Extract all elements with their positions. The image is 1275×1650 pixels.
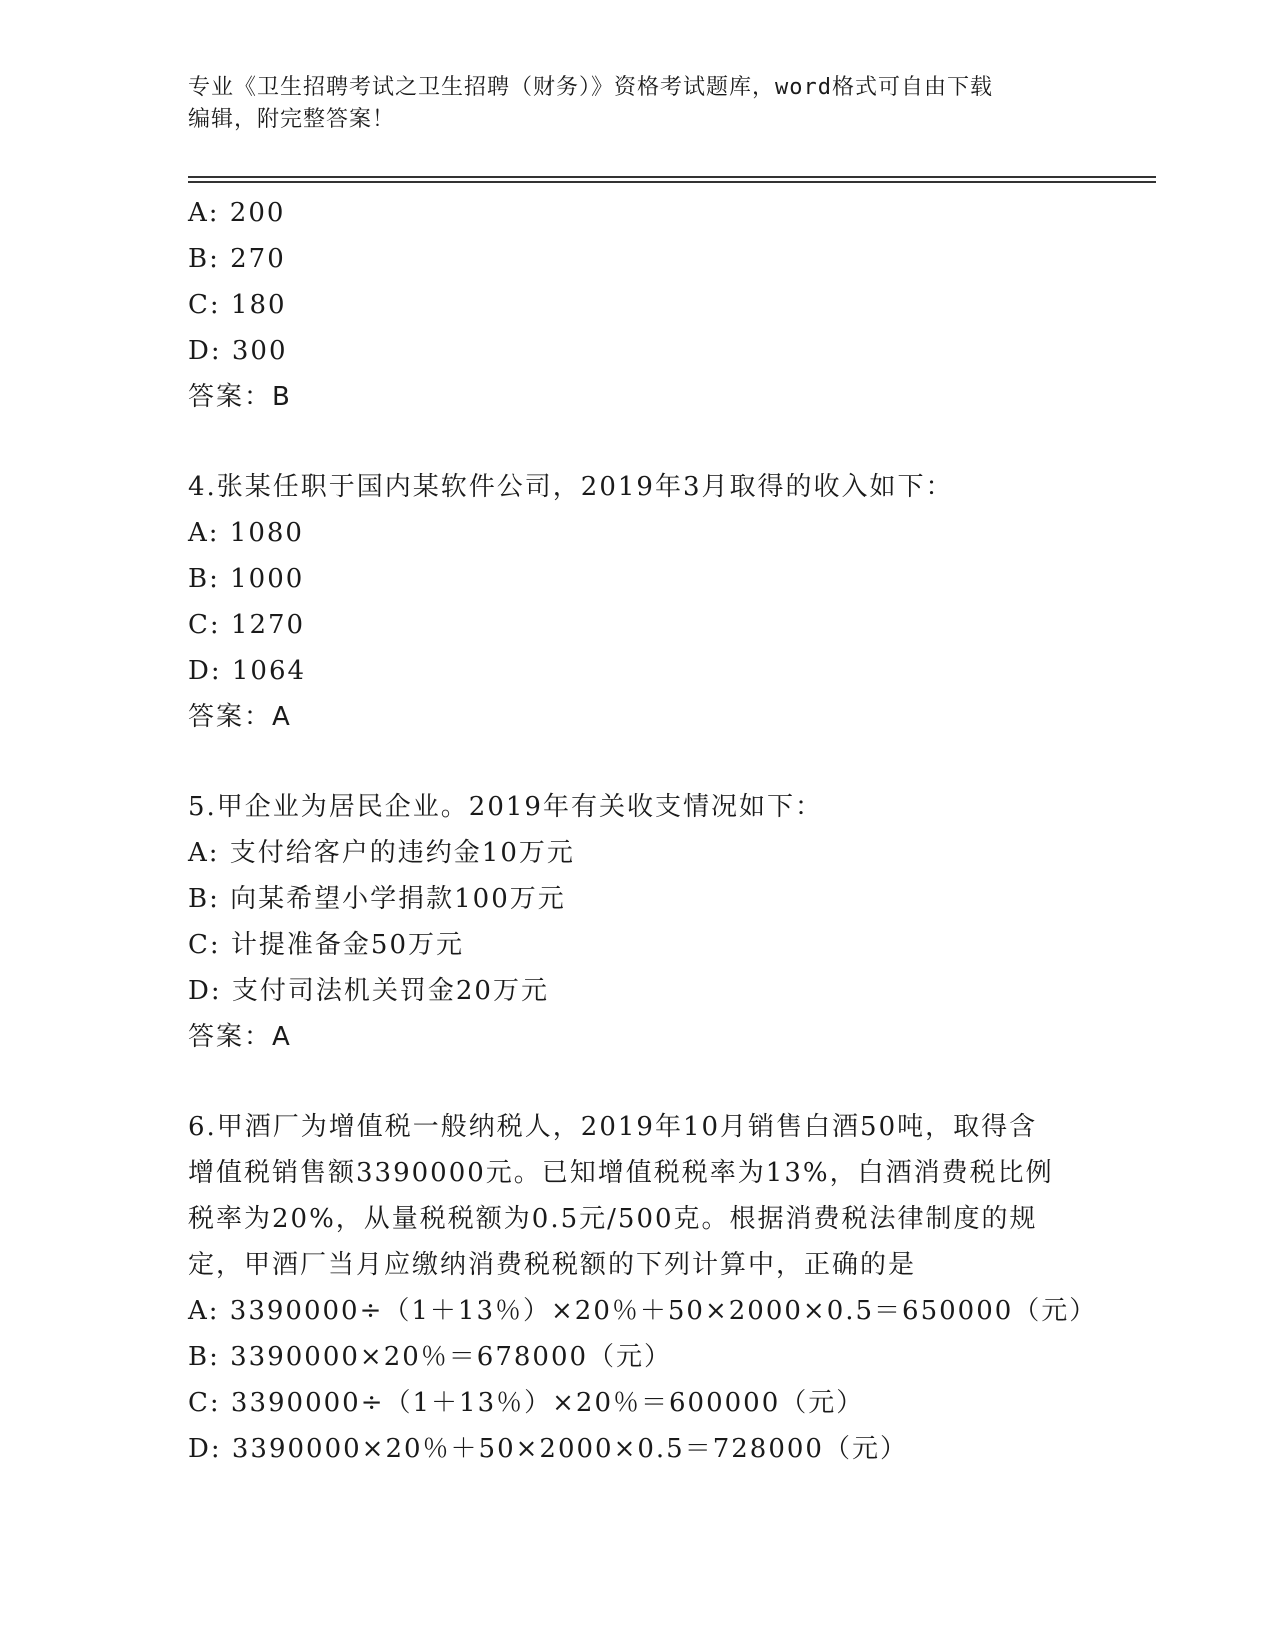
question-stem-line-4: 定，甲酒厂当月应缴纳消费税税额的下列计算中，正确的是 bbox=[188, 1250, 917, 1280]
option-d: D: 支付司法机关罚金20万元 bbox=[188, 976, 549, 1006]
option-c: C: 180 bbox=[188, 290, 287, 320]
question-content bbox=[188, 190, 1098, 1472]
answer-label: 答案：A bbox=[188, 1022, 292, 1052]
option-d: D: 3390000×20％＋50×2000×0.5＝728000（元） bbox=[188, 1434, 908, 1464]
option-c: C: 计提准备金50万元 bbox=[188, 930, 465, 960]
option-d: D: 1064 bbox=[188, 656, 307, 686]
question-3 bbox=[188, 190, 1088, 420]
header-divider-bottom bbox=[188, 181, 1156, 183]
option-b: B: 1000 bbox=[188, 564, 305, 594]
option-a: A: 200 bbox=[188, 198, 286, 228]
question-stem-line-1: 6.甲酒厂为增值税一般纳税人，2019年10月销售白酒50吨，取得含 bbox=[188, 1112, 1038, 1142]
answer-label: 答案：A bbox=[188, 702, 292, 732]
option-b: B: 向某希望小学捐款100万元 bbox=[188, 884, 566, 914]
question-5 bbox=[188, 784, 1088, 1060]
option-c: C: 3390000÷（1＋13％）×20％＝600000（元） bbox=[188, 1388, 865, 1418]
option-a: A: 1080 bbox=[188, 518, 304, 548]
option-c: C: 1270 bbox=[188, 610, 306, 640]
option-a: A: 3390000÷（1＋13％）×20％＋50×2000×0.5＝650000（元） bbox=[188, 1296, 1098, 1326]
option-b: B: 270 bbox=[188, 244, 286, 274]
header-line-1: 专业《卫生招聘考试之卫生招聘（财务）》资格考试题库，word格式可自由下载 bbox=[188, 75, 993, 100]
question-6 bbox=[188, 1104, 1098, 1472]
option-a: A: 支付给客户的违约金10万元 bbox=[188, 838, 575, 868]
question-stem-line-2: 增值税销售额3390000元。已知增值税税率为13%，白酒消费税比例 bbox=[188, 1158, 1054, 1188]
document-header bbox=[188, 72, 1088, 136]
header-divider-top bbox=[188, 176, 1156, 178]
answer-label: 答案：B bbox=[188, 382, 292, 412]
option-b: B: 3390000×20％＝678000（元） bbox=[188, 1342, 673, 1372]
question-stem-line-3: 税率为20%，从量税税额为0.5元/500克。根据消费税法律制度的规 bbox=[188, 1204, 1038, 1234]
option-d: D: 300 bbox=[188, 336, 288, 366]
question-stem: 4.张某任职于国内某软件公司，2019年3月取得的收入如下： bbox=[188, 472, 954, 502]
question-4 bbox=[188, 464, 1088, 740]
question-stem: 5.甲企业为居民企业。2019年有关收支情况如下： bbox=[188, 792, 823, 822]
header-line-2: 编辑，附完整答案！ bbox=[188, 107, 396, 132]
